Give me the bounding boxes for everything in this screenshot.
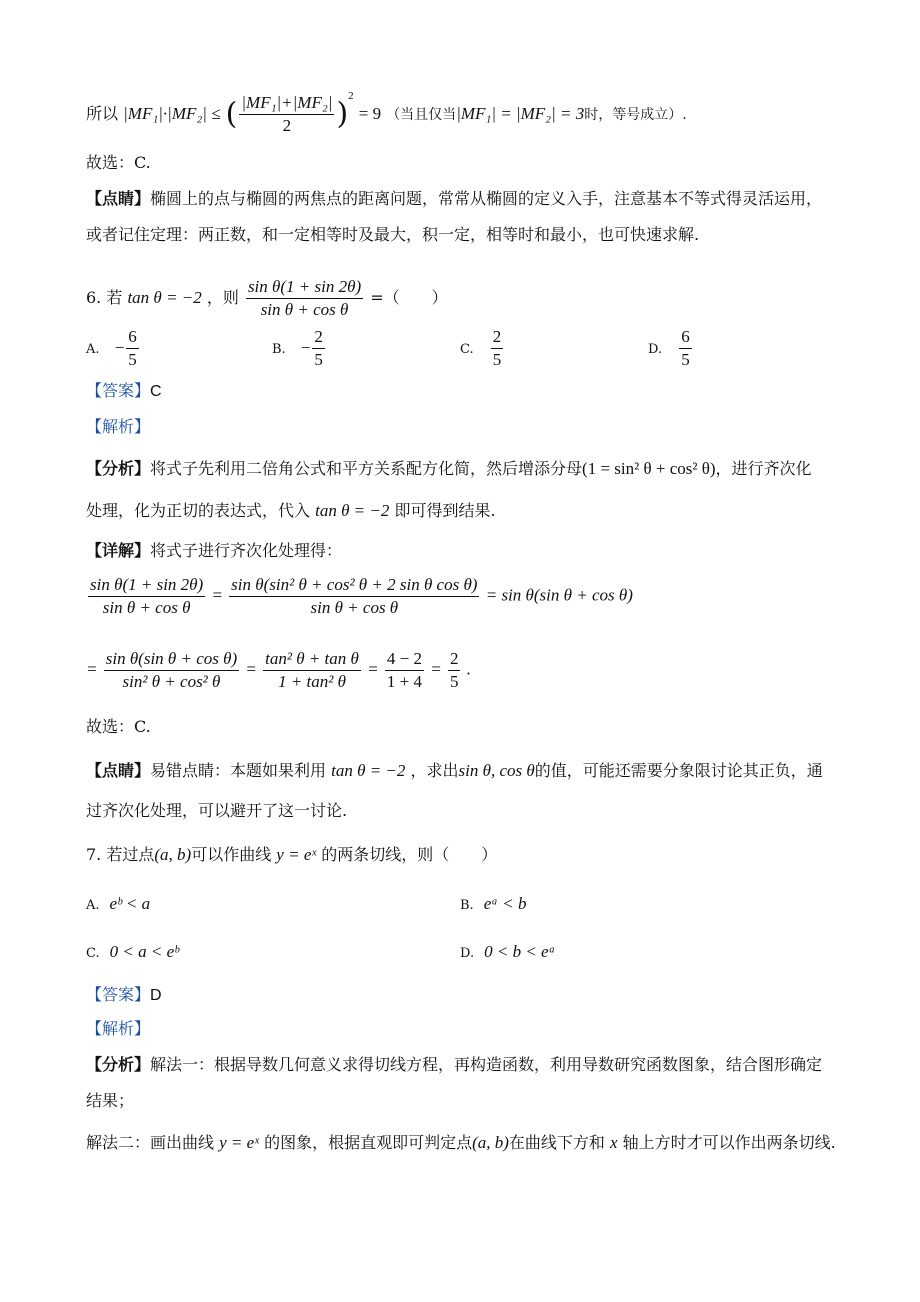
- equals: =: [211, 585, 223, 605]
- fraction: [448, 648, 461, 693]
- numerator: tan² θ + tan θ: [263, 648, 361, 671]
- numerator: sin θ(1 + sin 2θ): [246, 276, 363, 299]
- numerator: 6: [126, 326, 139, 349]
- formula: = 9: [358, 104, 382, 123]
- numerator: 6: [679, 326, 692, 349]
- answer-value: D: [150, 987, 162, 1004]
- sign: −: [114, 338, 125, 357]
- formula: = sin θ(sin θ + cos θ): [485, 585, 633, 605]
- sign: −: [300, 338, 311, 357]
- formula: (a, b): [472, 1133, 509, 1152]
- numerator: 2: [491, 326, 504, 349]
- formula: y = eˣ: [219, 1133, 259, 1152]
- formula: eᵃ < b: [483, 894, 527, 913]
- formula: tan θ = −2: [315, 501, 390, 520]
- denominator: 5: [681, 350, 690, 369]
- text: =（ ）: [370, 288, 448, 307]
- option-c: [86, 942, 179, 962]
- numerator: |MF₁|+|MF₂|: [239, 92, 334, 115]
- denominator: 5: [492, 350, 502, 369]
- fraction: [312, 326, 325, 371]
- analysis-line: 结果；: [86, 1091, 135, 1110]
- formula: |MF₁| = |MF₂| = 3: [456, 104, 585, 123]
- detail-line: [86, 540, 342, 562]
- question-6: [86, 276, 448, 321]
- denominator: sin² θ + cos² θ: [122, 672, 221, 691]
- denominator: 5: [314, 350, 323, 369]
- formula: x: [610, 1133, 618, 1152]
- analysis-tag: 【解析】: [86, 417, 151, 436]
- text: 的图象，根据直观即可判定点: [264, 1133, 473, 1152]
- fraction: [385, 648, 424, 693]
- text: 将式子先利用二倍角公式和平方关系配方化简，然后增添分母: [150, 459, 583, 478]
- equation-line-2: [86, 648, 471, 693]
- formula: 0 < b < eᵃ: [484, 942, 556, 961]
- question-7: [86, 844, 497, 866]
- answer-value: C: [150, 383, 162, 400]
- formula: (a, b): [154, 845, 192, 864]
- text: 可以作曲线: [191, 845, 272, 864]
- fraction: [263, 648, 361, 693]
- text: 解法一：根据导数几何意义求得切线方程，再构造函数，利用导数研究函数图象，结合图形确定: [150, 1055, 823, 1074]
- analysis-line: [86, 1054, 822, 1076]
- option-label: C.: [86, 946, 100, 961]
- option-d: [460, 942, 555, 962]
- analysis-tag: 【解析】: [86, 1019, 151, 1038]
- denominator: sin θ + cos θ: [260, 300, 349, 319]
- analysis-line: [86, 1132, 836, 1154]
- option-label: A.: [86, 898, 100, 913]
- text: 7. 若过点: [86, 845, 155, 864]
- text: 的两条切线，则（ ）: [321, 845, 498, 864]
- exponent: 2: [348, 89, 354, 102]
- paren-close: ): [336, 96, 349, 132]
- text: 时，等号成立）.: [584, 107, 687, 123]
- numerator: sin θ(sin² θ + cos² θ + 2 sin θ cos θ): [229, 574, 479, 597]
- remark-line: 或者记住定理：两正数，和一定相等时及最大，积一定，相等时和最小，也可快速求解.: [86, 225, 700, 244]
- remark-tag: 【点睛】: [86, 189, 151, 208]
- option-label: D.: [648, 342, 663, 357]
- fraction: [246, 276, 363, 321]
- analysis-label: 【分析】: [86, 1055, 151, 1074]
- text: ，求出: [410, 761, 459, 780]
- choice-line: 故选：C.: [86, 717, 151, 736]
- fraction: [229, 574, 479, 619]
- option-label: B.: [460, 898, 474, 913]
- formula: |MF₁|·|MF₂| ≤: [123, 104, 221, 123]
- choice-line: 故选：C.: [86, 153, 151, 172]
- formula: 0 < a < eᵇ: [109, 942, 179, 961]
- option-d: [648, 326, 694, 371]
- option-a: [86, 326, 141, 371]
- paren-open: (: [225, 96, 238, 132]
- equation-line-1: [86, 574, 633, 619]
- option-label: D.: [460, 946, 475, 961]
- formula: y = eˣ: [276, 845, 317, 864]
- detail-tag: 【详解】: [86, 541, 151, 560]
- option-b: [460, 894, 526, 914]
- numerator: sin θ(1 + sin 2θ): [88, 574, 205, 597]
- formula: sin θ, cos θ: [458, 761, 535, 780]
- denominator: 5: [449, 672, 459, 691]
- fraction: [491, 326, 504, 371]
- denominator: 5: [128, 350, 137, 369]
- equals: =: [86, 659, 98, 679]
- fraction: [126, 326, 139, 371]
- equals: =: [367, 659, 379, 679]
- text: ，则: [206, 288, 239, 307]
- text: 易错点睛：本题如果利用: [150, 761, 327, 780]
- numerator: 2: [312, 326, 325, 349]
- text: 椭圆上的点与椭圆的两焦点的距离问题，常常从椭圆的定义入手，注意基本不等式得灵活运用，: [150, 189, 823, 208]
- numerator: sin θ(sin θ + cos θ): [104, 648, 239, 671]
- denominator: sin θ + cos θ: [102, 598, 191, 617]
- text: 解法二：画出曲线: [86, 1133, 215, 1152]
- text: 处理，化为正切的表达式，代入: [86, 501, 311, 520]
- denominator: 2: [282, 116, 292, 135]
- remark-line: [86, 760, 823, 782]
- formula: eᵇ < a: [109, 894, 151, 913]
- equals: =: [430, 659, 442, 679]
- text: （当且仅当: [386, 107, 457, 123]
- option-label: B.: [272, 342, 286, 357]
- fraction: [88, 574, 205, 619]
- remark-line: 过齐次化处理，可以避开了这一讨论.: [86, 801, 348, 820]
- answer-line: [86, 984, 162, 1007]
- answer-tag: 【答案】: [86, 381, 151, 400]
- remark-line: [86, 188, 822, 210]
- text: 将式子进行齐次化处理得：: [150, 541, 343, 560]
- analysis-line: [86, 500, 496, 522]
- answer-line: [86, 380, 162, 403]
- option-a: [86, 894, 150, 914]
- text: ，进行齐次化: [715, 459, 812, 478]
- text: 轴上方时才可以作出两条切线.: [622, 1133, 836, 1152]
- remark-tag: 【点睛】: [86, 761, 151, 780]
- analysis-label: 【分析】: [86, 459, 151, 478]
- formula: (1 = sin² θ + cos² θ): [582, 459, 716, 478]
- option-c: [460, 326, 505, 371]
- option-label: A.: [86, 342, 100, 357]
- numerator: 2: [448, 648, 461, 671]
- inequality-line: [86, 89, 687, 137]
- text: 即可得到结果.: [394, 501, 496, 520]
- option-b: [272, 326, 327, 371]
- answer-tag: 【答案】: [86, 985, 151, 1004]
- formula: tan θ = −2: [127, 288, 202, 307]
- denominator: 1 + 4: [386, 672, 422, 691]
- question-number: 6. 若: [86, 288, 123, 307]
- numerator: 4 − 2: [385, 648, 424, 671]
- denominator: 1 + tan² θ: [278, 672, 346, 691]
- period: .: [466, 659, 471, 679]
- option-label: C.: [460, 342, 474, 357]
- fraction: [239, 92, 334, 137]
- analysis-line: [86, 458, 812, 480]
- denominator: sin θ + cos θ: [310, 598, 399, 617]
- fraction: [104, 648, 239, 693]
- fraction: [679, 326, 692, 371]
- formula: tan θ = −2: [331, 761, 406, 780]
- text: 在曲线下方和: [508, 1133, 605, 1152]
- text: 所以: [86, 104, 119, 123]
- equals: =: [245, 659, 257, 679]
- text: 的值，可能还需要分象限讨论其正负，通: [534, 761, 823, 780]
